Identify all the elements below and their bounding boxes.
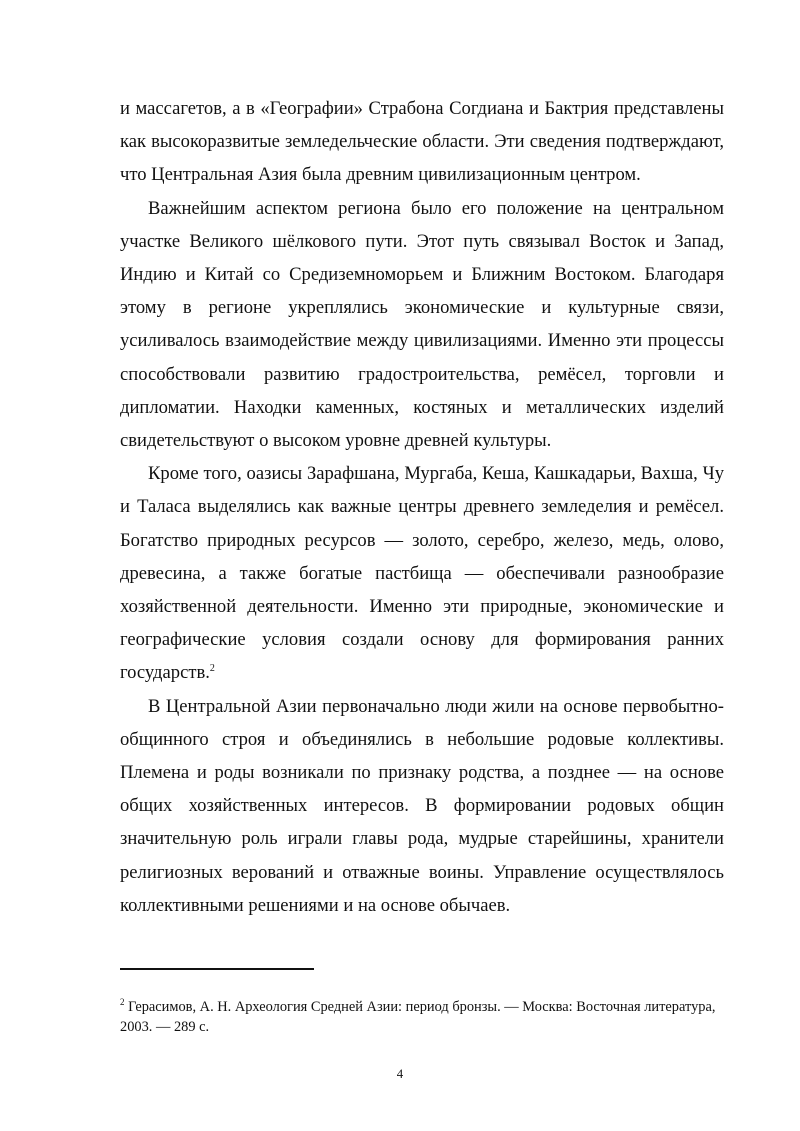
page-number: 4 [396,1067,404,1081]
footnote-reference[interactable]: 2 [209,663,215,675]
footnote-marker: 2 [120,997,125,1008]
footnote [120,997,720,1037]
paragraph-3 [120,457,724,689]
paragraph-1: и массагетов, а в «Географии» Страбона Согдиана и Бактрия представлены как высокоразвитые земледельческие области. Эти сведения подтверждают, что Центральная Азия была древним цивилизационным центром. [120,98,724,186]
footnote-separator [120,968,314,970]
paragraph-2: Важнейшим аспектом региона было его положение на центральном участке Великого шёлкового пути. Этот путь связывал Восток и Запад, Индию и Китай со Средиземноморьем и Ближним Востоком. Благодаря этому в регионе укреплялись экономические и культурные связи, усиливалось взаимодействие между цивилизациями. Именно эти процессы способствовали развитию градостроительства, ремёсел, торговли и дипломатии. Находки каменных, костяных и металлических изделий свидетельствуют о высоком уровне древней культуры. [120,197,724,452]
footnote-text: Герасимов, А. Н. Археология Средней Азии: период бронзы. — Москва: Восточная литература, 2003. — 289 с. [120,999,716,1035]
paragraph-4: В Центральной Азии первоначально люди жили на основе первобытно-общинного строя и объединялись в небольшие родовые коллективы. Племена и роды возникали по признаку родства, а позднее — на основе общих хозяйственных интересов. В формировании родовых общин значительную роль играли главы рода, мудрые старейшины, хранители религиозных верований и отважные воины. Управление осуществлялось коллективными решениями и на основе обычаев. [120,695,724,916]
paragraph-3-text: Кроме того, оазисы Зарафшана, Мургаба, Кеша, Кашкадарьи, Вахша, Чу и Таласа выделялись как важные центры древнего земледелия и ремёсел. Богатство природных ресурсов — золото, серебро, железо, медь, олово, древесина, а также богатые пастбища — обеспечивали разнообразие хозяйственной деятельности. Именно эти природные, экономические и географические условия создали основу для формирования ранних государств. [120,463,724,684]
main-text [120,92,724,922]
